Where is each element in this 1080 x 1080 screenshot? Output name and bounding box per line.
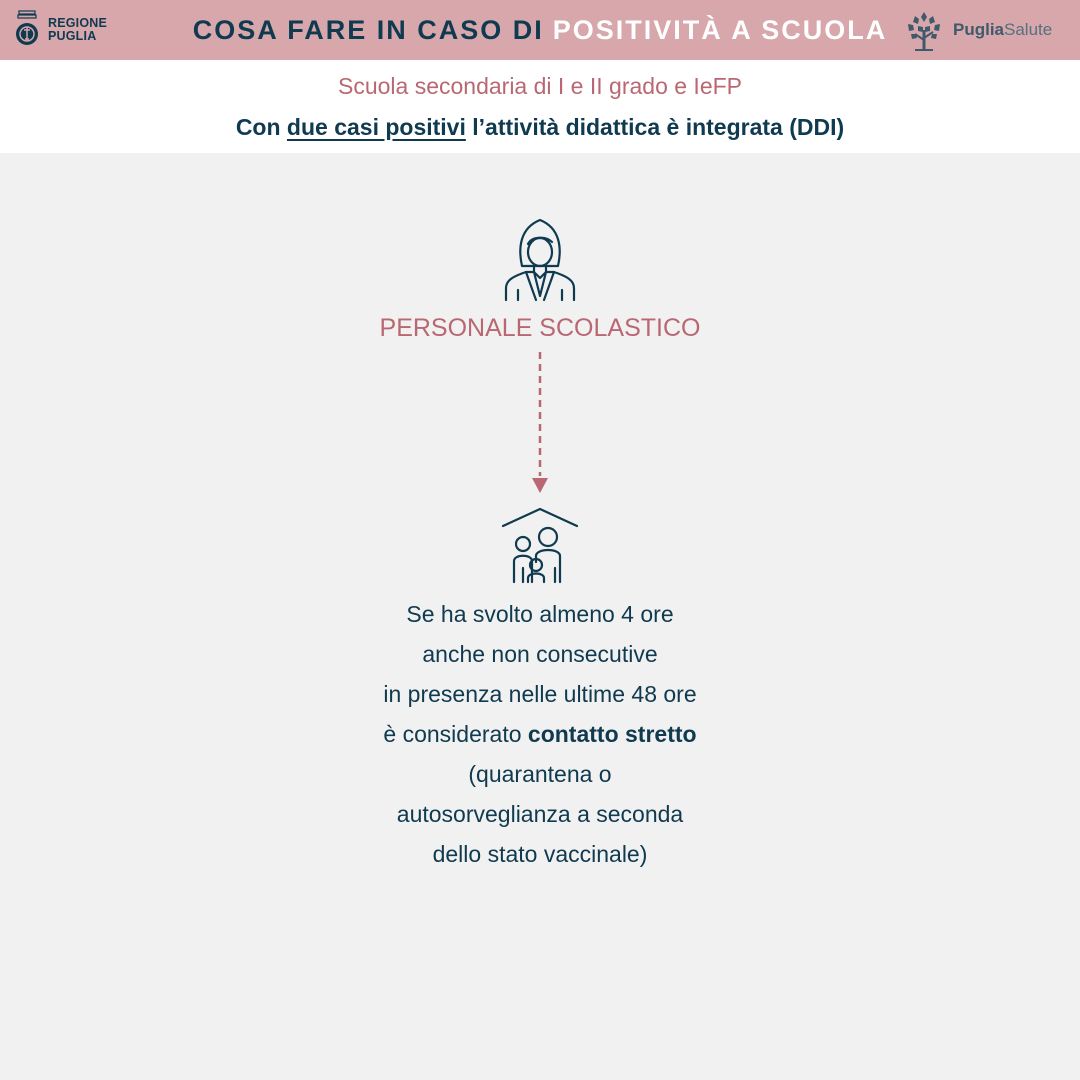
subheader — [0, 60, 1080, 153]
role-label: PERSONALE SCOLASTICO — [379, 314, 701, 342]
outcome-line-2: anche non consecutive — [422, 641, 658, 667]
outcome-text — [290, 594, 790, 874]
outcome-line-6: autosorveglianza a seconda — [396, 801, 684, 827]
scenario-statement — [0, 114, 1080, 141]
tree-icon — [903, 8, 945, 52]
title-light-part: POSITIVITÀ A SCUOLA — [552, 14, 888, 45]
logo-left-line2: PUGLIA — [48, 29, 97, 43]
outcome-line-7: dello stato vaccinale) — [432, 841, 648, 867]
puglia-salute-logo — [903, 8, 1052, 52]
outcome-line-1: Se ha svolto almeno 4 ore — [406, 601, 674, 627]
title-dark-part: COSA FARE IN CASO DI — [192, 14, 544, 45]
scenario-pre: Con — [235, 114, 287, 140]
outcome-line-4 — [290, 714, 790, 754]
school-level: Scuola secondaria di I e II grado e IeFP — [337, 73, 743, 99]
outcome-line-3: in presenza nelle ultime 48 ore — [383, 681, 697, 707]
brand-name — [953, 20, 1052, 40]
scenario-post: l’attività didattica è integrata (DDI) — [465, 114, 845, 140]
scenario-underlined: due casi positivi — [286, 114, 466, 140]
school-staff-icon — [500, 216, 580, 302]
family-home-icon — [500, 506, 580, 586]
flow-arrow — [530, 350, 550, 495]
brand-light: Salute — [1004, 20, 1053, 39]
logo-left-line1: REGIONE — [48, 16, 108, 30]
outcome-line-5: (quarantena o — [468, 761, 612, 787]
brand-bold: Puglia — [953, 20, 1005, 39]
close-contact-emphasis: contatto stretto — [527, 721, 697, 747]
outcome-line-4-pre: è considerato — [383, 721, 528, 747]
